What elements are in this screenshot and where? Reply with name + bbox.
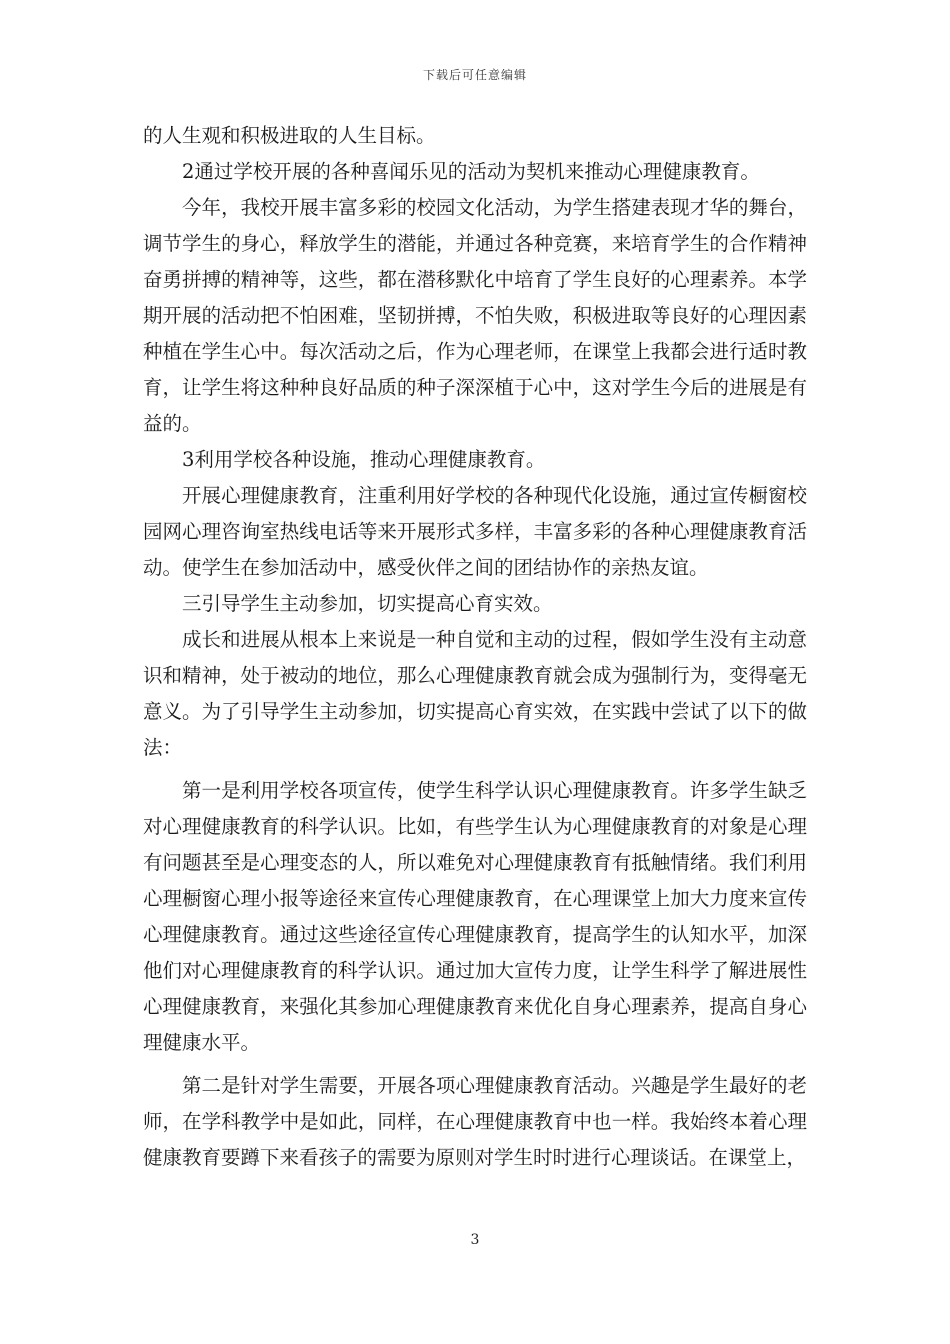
paragraph-first-method: 第一是利用学校各项宣传，使学生科学认识心理健康教育。许多学生缺乏对心理健康教育的科学认识。比如，有些学生认为心理健康教育的对象是心理有问题甚至是心理变态的人，所以难免对心理健康教育有抵触情绪。我们利用心理橱窗心理小报等途径来宣传心理健康教育，在心理课堂上加大力度来宣传心理健康教育。通过这些途径宣传心理健康教育，提高学生的认知水平，加深他们对心理健康教育的科学认识。通过加大宣传力度，让学生科学了解进展性心理健康教育，来强化其参加心理健康教育来优化自身心理素养，提高自身心理健康水平。 xyxy=(143,779,807,1054)
paragraph-heading-2: 2通过学校开展的各种喜闻乐见的活动为契机来推动心理健康教育。 xyxy=(182,160,760,183)
paragraph-second-method: 第二是针对学生需要，开展各项心理健康教育活动。兴趣是学生最好的老师，在学科教学中是如此，同样，在心理健康教育中也一样。我始终本着心理健康教育要蹲下来看孩子的需要为原则对学生时时进行心理谈话。在课堂上， xyxy=(143,1074,807,1169)
paragraph-continuation: 的人生观和积极进取的人生目标。 xyxy=(143,124,436,147)
paragraph-facilities: 开展心理健康教育，注重利用好学校的各种现代化设施，通过宣传橱窗校园网心理咨询室热线电话等来开展形式多样，丰富多彩的各种心理健康教育活动。使学生在参加活动中，感受伙伴之间的团结协作的亲热友谊。 xyxy=(143,484,807,579)
document-body xyxy=(143,118,807,1176)
page-number: 3 xyxy=(470,1232,480,1248)
paragraph-heading-3: 3利用学校各种设施，推动心理健康教育。 xyxy=(182,448,546,471)
paragraph-active-participation: 成长和进展从根本上来说是一种自觉和主动的过程，假如学生没有主动意识和精神，处于被动的地位，那么心理健康教育就会成为强制行为，变得毫无意义。为了引导学生主动参加，切实提高心育实效，在实践中尝试了以下的做法： xyxy=(143,628,807,759)
paragraph-section-heading: 三引导学生主动参加，切实提高心育实效。 xyxy=(182,592,553,615)
page-header: 下载后可任意编辑 xyxy=(422,68,527,82)
paragraph-campus-activities: 今年，我校开展丰富多彩的校园文化活动，为学生搭建表现才华的舞台，调节学生的身心，释放学生的潜能，并通过各种竞赛，来培育学生的合作精神奋勇拼搏的精神等，这些，都在潜移默化中培育了学生良好的心理素养。本学期开展的活动把不怕困难，坚韧拼搏，不怕失败，积极进取等良好的心理因素种植在学生心中。每次活动之后，作为心理老师，在课堂上我都会进行适时教育，让学生将这种种良好品质的种子深深植于心中，这对学生今后的进展是有益的。 xyxy=(143,196,807,435)
